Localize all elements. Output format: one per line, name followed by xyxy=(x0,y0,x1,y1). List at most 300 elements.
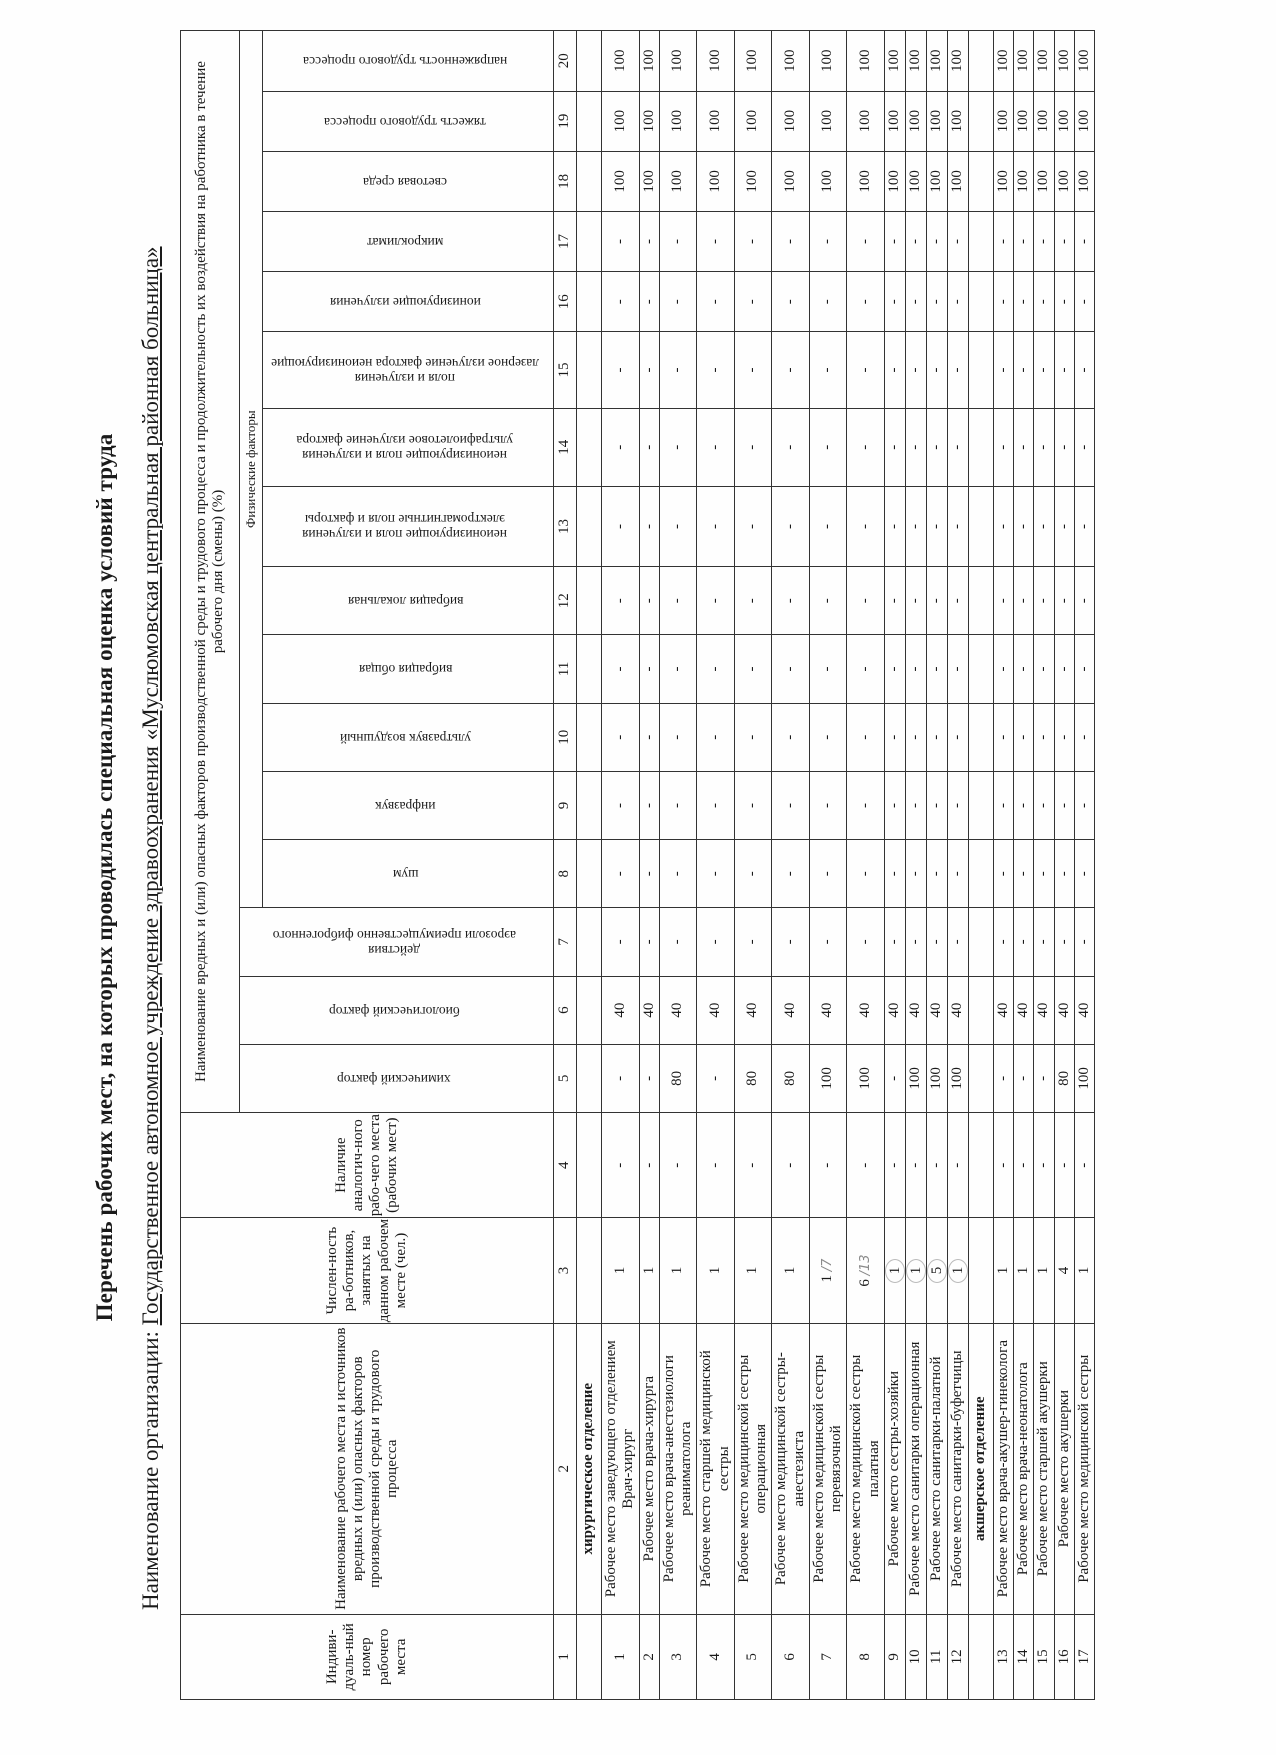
factor-value-18: 100 xyxy=(697,151,735,211)
worker-count: 1 xyxy=(1035,1266,1052,1275)
header-factor-label: микроклимат xyxy=(367,234,444,250)
factor-value-13: - xyxy=(1014,486,1034,566)
factor-value-9: - xyxy=(659,771,697,839)
empty-cell xyxy=(968,91,993,151)
factor-value-10: - xyxy=(639,703,659,771)
factor-value-20: 100 xyxy=(947,31,968,92)
factor-value-14: - xyxy=(659,408,697,486)
factor-value-9: - xyxy=(772,771,810,839)
factor-value-18: 100 xyxy=(772,151,810,211)
analog-workplace: - xyxy=(926,1113,947,1218)
factor-value-5: - xyxy=(697,1044,735,1112)
handwritten-note: /13 xyxy=(857,1254,873,1276)
worker-count: 1 xyxy=(744,1266,761,1275)
column-number: 12 xyxy=(554,567,577,635)
workplace-name: Рабочее место санитарки операционная xyxy=(905,1323,926,1614)
empty-cell xyxy=(968,771,993,839)
factor-value-17: - xyxy=(884,211,905,271)
factor-value-19: 100 xyxy=(1054,91,1074,151)
table-row xyxy=(847,31,885,1700)
section-row xyxy=(968,31,993,1700)
header-factor-label: биологический фактор xyxy=(328,1003,460,1019)
factor-value-8: - xyxy=(1014,840,1034,908)
factor-value-16: - xyxy=(734,272,772,332)
column-number: 4 xyxy=(554,1113,577,1218)
empty-cell xyxy=(577,211,602,271)
worker-count: 1 xyxy=(948,1259,968,1283)
factor-value-19: 100 xyxy=(809,91,847,151)
header-factor-label: химический фактор xyxy=(337,1071,451,1087)
factor-value-9: - xyxy=(639,771,659,839)
empty-cell xyxy=(968,840,993,908)
factor-value-7: - xyxy=(905,908,926,976)
factor-value-16: - xyxy=(905,272,926,332)
empty-cell xyxy=(577,151,602,211)
column-number: 8 xyxy=(554,840,577,908)
factor-value-11: - xyxy=(847,635,885,703)
column-number: 17 xyxy=(554,211,577,271)
factor-value-10: - xyxy=(809,703,847,771)
factor-value-14: - xyxy=(734,408,772,486)
factor-value-17: - xyxy=(1054,211,1074,271)
factor-value-9: - xyxy=(602,771,640,839)
factor-value-8: - xyxy=(639,840,659,908)
factor-value-11: - xyxy=(947,635,968,703)
factor-value-13: - xyxy=(947,486,968,566)
factor-value-6: 40 xyxy=(734,976,772,1044)
factor-value-8: - xyxy=(602,840,640,908)
factor-value-15: - xyxy=(697,332,735,408)
worker-count-cell xyxy=(734,1218,772,1323)
factor-value-11: - xyxy=(1014,635,1034,703)
factor-value-17: - xyxy=(947,211,968,271)
table-row xyxy=(659,31,697,1700)
workplace-name: Рабочее место санитарки-буфетчицы xyxy=(947,1323,968,1614)
factor-value-6: 40 xyxy=(639,976,659,1044)
empty-cell xyxy=(968,976,993,1044)
header-workplace-id: Индиви-дуаль-ный номер рабочего места xyxy=(181,1614,554,1699)
factor-value-9: - xyxy=(926,771,947,839)
factor-value-19: 100 xyxy=(926,91,947,151)
workplace-name: Рабочее место врача-хирурга xyxy=(639,1323,659,1614)
factor-value-10: - xyxy=(1034,703,1054,771)
worker-count: 6 xyxy=(856,1279,873,1287)
header-factor-9 xyxy=(263,771,554,839)
column-number: 5 xyxy=(554,1044,577,1112)
header-factor-label: шум xyxy=(392,867,419,883)
header-factor-label: лазерное излучение фактора неионизирующие поля и излучения xyxy=(271,355,540,386)
workplace-name: Рабочее место заведующего отделением Врач-хирург xyxy=(602,1323,640,1614)
factor-value-17: - xyxy=(772,211,810,271)
factor-value-7: - xyxy=(772,908,810,976)
factor-value-12: - xyxy=(602,567,640,635)
factor-value-12: - xyxy=(697,567,735,635)
worker-count: 1 xyxy=(781,1266,798,1275)
header-factor-label: напряженность трудового процесса xyxy=(303,54,508,70)
empty-cell xyxy=(577,1218,602,1323)
factor-value-15: - xyxy=(809,332,847,408)
factor-value-9: - xyxy=(905,771,926,839)
header-physical-factors: Физические факторы xyxy=(240,31,263,908)
factor-value-7: - xyxy=(734,908,772,976)
header-factor-label: ионизирующие излучения xyxy=(329,295,481,311)
worker-count-cell xyxy=(772,1218,810,1323)
empty-cell xyxy=(577,771,602,839)
factor-value-19: 100 xyxy=(905,91,926,151)
factor-value-7: - xyxy=(1014,908,1034,976)
factor-value-14: - xyxy=(602,408,640,486)
factor-value-17: - xyxy=(905,211,926,271)
factor-value-8: - xyxy=(734,840,772,908)
factor-value-19: 100 xyxy=(697,91,735,151)
empty-cell xyxy=(968,567,993,635)
factor-value-20: 100 xyxy=(734,31,772,92)
factor-value-14: - xyxy=(772,408,810,486)
factor-value-7: - xyxy=(947,908,968,976)
factor-value-5: 80 xyxy=(1054,1044,1074,1112)
empty-cell xyxy=(577,1614,602,1699)
factor-value-5: - xyxy=(602,1044,640,1112)
factor-value-20: 100 xyxy=(639,31,659,92)
factor-value-8: - xyxy=(1054,840,1074,908)
factor-value-14: - xyxy=(1074,408,1094,486)
factor-value-14: - xyxy=(1034,408,1054,486)
worker-count-cell xyxy=(1014,1218,1034,1323)
factor-value-11: - xyxy=(659,635,697,703)
workplace-name: Рабочее место медицинской сестры перевязочной xyxy=(809,1323,847,1614)
factor-value-16: - xyxy=(809,272,847,332)
factor-value-17: - xyxy=(602,211,640,271)
worker-count: 1 xyxy=(906,1259,926,1283)
table-row xyxy=(639,31,659,1700)
factor-value-5: - xyxy=(1014,1044,1034,1112)
factor-value-13: - xyxy=(926,486,947,566)
factor-value-20: 100 xyxy=(1034,31,1054,92)
factor-value-18: 100 xyxy=(1034,151,1054,211)
organization-label: Наименование организации: xyxy=(138,1331,163,1610)
factor-value-19: 100 xyxy=(847,91,885,151)
analog-workplace: - xyxy=(947,1113,968,1218)
factor-value-11: - xyxy=(772,635,810,703)
table-row xyxy=(1054,31,1074,1700)
analog-workplace: - xyxy=(847,1113,885,1218)
section-name: акшерское отделение xyxy=(968,1323,993,1614)
factor-value-12: - xyxy=(1054,567,1074,635)
factor-value-9: - xyxy=(993,771,1013,839)
factor-value-12: - xyxy=(926,567,947,635)
factor-value-19: 100 xyxy=(734,91,772,151)
workplace-id: 7 xyxy=(809,1614,847,1699)
factor-value-15: - xyxy=(1014,332,1034,408)
worker-count: 1 xyxy=(819,1275,836,1283)
factor-value-12: - xyxy=(993,567,1013,635)
header-factor-20 xyxy=(263,31,554,92)
empty-cell xyxy=(577,635,602,703)
factor-value-9: - xyxy=(734,771,772,839)
workplace-id: 6 xyxy=(772,1614,810,1699)
factor-value-5: 100 xyxy=(847,1044,885,1112)
factor-value-6: 40 xyxy=(659,976,697,1044)
factor-value-18: 100 xyxy=(1054,151,1074,211)
worker-count-cell xyxy=(847,1218,885,1323)
factor-value-10: - xyxy=(947,703,968,771)
factor-value-13: - xyxy=(847,486,885,566)
empty-cell xyxy=(968,211,993,271)
header-factor-label: тяжесть трудового процесса xyxy=(324,114,487,130)
header-factor-12 xyxy=(263,567,554,635)
empty-cell xyxy=(577,1113,602,1218)
factor-value-5: 100 xyxy=(905,1044,926,1112)
factor-value-12: - xyxy=(809,567,847,635)
factor-value-9: - xyxy=(1014,771,1034,839)
factor-value-8: - xyxy=(847,840,885,908)
factor-value-12: - xyxy=(847,567,885,635)
factor-value-15: - xyxy=(1054,332,1074,408)
factor-value-12: - xyxy=(772,567,810,635)
factor-value-12: - xyxy=(639,567,659,635)
factor-value-18: 100 xyxy=(847,151,885,211)
factor-value-13: - xyxy=(905,486,926,566)
analog-workplace: - xyxy=(659,1113,697,1218)
factor-value-10: - xyxy=(659,703,697,771)
empty-cell xyxy=(968,1044,993,1112)
factor-value-19: 100 xyxy=(639,91,659,151)
factor-value-6: 40 xyxy=(1074,976,1094,1044)
factor-value-12: - xyxy=(1034,567,1054,635)
factor-value-10: - xyxy=(905,703,926,771)
factor-value-20: 100 xyxy=(1014,31,1034,92)
header-workplace-name: Наименование рабочего места и источников вредных и (или) опасных факторов производственной среды и трудового процесса xyxy=(181,1323,554,1614)
factor-value-8: - xyxy=(772,840,810,908)
worker-count: 1 xyxy=(706,1266,723,1275)
factor-value-13: - xyxy=(1034,486,1054,566)
empty-cell xyxy=(577,703,602,771)
factor-value-13: - xyxy=(1054,486,1074,566)
factor-value-5: 100 xyxy=(947,1044,968,1112)
factor-value-6: 40 xyxy=(1054,976,1074,1044)
worker-count: 1 xyxy=(640,1266,657,1275)
column-number: 9 xyxy=(554,771,577,839)
factor-value-9: - xyxy=(697,771,735,839)
factor-value-15: - xyxy=(1034,332,1054,408)
workplace-id: 2 xyxy=(639,1614,659,1699)
section-name: хирургическое отделение xyxy=(577,1323,602,1614)
empty-cell xyxy=(968,332,993,408)
factor-value-11: - xyxy=(602,635,640,703)
header-factor-label: ультрафиолетовое излучение фактора неионизирующие поля и излучения xyxy=(297,433,514,464)
factor-value-20: 100 xyxy=(926,31,947,92)
worker-count-cell xyxy=(1054,1218,1074,1323)
factor-value-9: - xyxy=(1034,771,1054,839)
factor-value-7: - xyxy=(1034,908,1054,976)
factor-value-7: - xyxy=(926,908,947,976)
empty-cell xyxy=(968,1218,993,1323)
header-factors-group: Наименование вредных и (или) опасных факторов производственной среды и трудового процесса и продолжительность их воздействия на работника в течение рабочего дня (смены) (%) xyxy=(181,31,240,1113)
factor-value-13: - xyxy=(993,486,1013,566)
factor-value-11: - xyxy=(809,635,847,703)
factor-value-18: 100 xyxy=(947,151,968,211)
column-number: 2 xyxy=(554,1323,577,1614)
factor-value-17: - xyxy=(697,211,735,271)
table-row xyxy=(905,31,926,1700)
empty-cell xyxy=(968,31,993,92)
factor-value-20: 100 xyxy=(1054,31,1074,92)
factor-value-7: - xyxy=(697,908,735,976)
factor-value-5: - xyxy=(1034,1044,1054,1112)
factor-value-9: - xyxy=(884,771,905,839)
workplaces-table xyxy=(180,30,1095,1700)
factor-value-11: - xyxy=(993,635,1013,703)
factor-value-6: 40 xyxy=(772,976,810,1044)
factor-value-6: 40 xyxy=(993,976,1013,1044)
column-number: 20 xyxy=(554,31,577,92)
workplace-id: 15 xyxy=(1034,1614,1054,1699)
factor-value-17: - xyxy=(926,211,947,271)
empty-cell xyxy=(577,840,602,908)
factor-value-14: - xyxy=(905,408,926,486)
empty-cell xyxy=(577,91,602,151)
factor-value-6: 40 xyxy=(926,976,947,1044)
header-factor-8 xyxy=(263,840,554,908)
workplace-id: 5 xyxy=(734,1614,772,1699)
empty-cell xyxy=(577,908,602,976)
header-factor-label: аэрозоли преимущественно фиброгенного действия xyxy=(272,927,516,958)
factor-value-5: 100 xyxy=(1074,1044,1094,1112)
analog-workplace: - xyxy=(884,1113,905,1218)
factor-value-7: - xyxy=(809,908,847,976)
factor-value-20: 100 xyxy=(847,31,885,92)
factor-value-12: - xyxy=(659,567,697,635)
factor-value-13: - xyxy=(884,486,905,566)
worker-count: 5 xyxy=(927,1259,947,1283)
factor-value-18: 100 xyxy=(905,151,926,211)
factor-value-16: - xyxy=(1034,272,1054,332)
factor-value-6: 40 xyxy=(1034,976,1054,1044)
factor-value-16: - xyxy=(947,272,968,332)
factor-value-14: - xyxy=(926,408,947,486)
analog-workplace: - xyxy=(639,1113,659,1218)
factor-value-17: - xyxy=(1074,211,1094,271)
factor-value-14: - xyxy=(847,408,885,486)
factor-value-7: - xyxy=(847,908,885,976)
analog-workplace: - xyxy=(905,1113,926,1218)
factor-value-16: - xyxy=(772,272,810,332)
factor-value-5: 80 xyxy=(734,1044,772,1112)
header-factor-11 xyxy=(263,635,554,703)
factor-value-18: 100 xyxy=(659,151,697,211)
worker-count: 1 xyxy=(611,1266,628,1275)
analog-workplace: - xyxy=(1014,1113,1034,1218)
factor-value-17: - xyxy=(993,211,1013,271)
empty-cell xyxy=(577,567,602,635)
factor-value-10: - xyxy=(772,703,810,771)
factor-value-10: - xyxy=(602,703,640,771)
factor-value-14: - xyxy=(639,408,659,486)
worker-count: 1 xyxy=(1015,1266,1031,1275)
worker-count-cell xyxy=(993,1218,1013,1323)
factor-value-14: - xyxy=(1054,408,1074,486)
factor-value-10: - xyxy=(1054,703,1074,771)
header-factor-label: вибрация локальная xyxy=(347,594,464,610)
factor-value-13: - xyxy=(697,486,735,566)
table-row xyxy=(947,31,968,1700)
column-number: 1 xyxy=(554,1614,577,1699)
header-factor-19 xyxy=(263,91,554,151)
factor-value-11: - xyxy=(884,635,905,703)
factor-value-6: 40 xyxy=(1014,976,1034,1044)
workplace-name: Рабочее место санитарки-палатной xyxy=(926,1323,947,1614)
worker-count: 1 xyxy=(994,1266,1011,1275)
factor-value-16: - xyxy=(602,272,640,332)
workplace-name: Рабочее место врача-неонатолога xyxy=(1014,1323,1034,1614)
column-number: 16 xyxy=(554,272,577,332)
workplace-id: 10 xyxy=(905,1614,926,1699)
worker-count-cell xyxy=(809,1218,847,1323)
table-row xyxy=(602,31,640,1700)
factor-value-11: - xyxy=(1034,635,1054,703)
workplace-name: Рабочее место старшей акушерки xyxy=(1034,1323,1054,1614)
empty-cell xyxy=(968,635,993,703)
factor-value-11: - xyxy=(1074,635,1094,703)
worker-count-cell xyxy=(1074,1218,1094,1323)
factor-value-8: - xyxy=(1034,840,1054,908)
worker-count-cell xyxy=(639,1218,659,1323)
column-number: 7 xyxy=(554,908,577,976)
factor-value-16: - xyxy=(993,272,1013,332)
header-factor-5 xyxy=(240,1044,554,1112)
workplace-id: 11 xyxy=(926,1614,947,1699)
factor-value-19: 100 xyxy=(659,91,697,151)
factor-value-12: - xyxy=(734,567,772,635)
factor-value-14: - xyxy=(993,408,1013,486)
factor-value-14: - xyxy=(809,408,847,486)
header-factor-label: инфразвук xyxy=(375,798,436,814)
empty-cell xyxy=(577,272,602,332)
factor-value-16: - xyxy=(1014,272,1034,332)
factor-value-6: 40 xyxy=(602,976,640,1044)
factor-value-6: 40 xyxy=(884,976,905,1044)
workplace-id: 9 xyxy=(884,1614,905,1699)
factor-value-13: - xyxy=(639,486,659,566)
workplace-id: 16 xyxy=(1054,1614,1074,1699)
factor-value-8: - xyxy=(1074,840,1094,908)
factor-value-20: 100 xyxy=(659,31,697,92)
factor-value-12: - xyxy=(1014,567,1034,635)
header-factor-label: вибрация общая xyxy=(358,662,453,678)
factor-value-10: - xyxy=(993,703,1013,771)
factor-value-7: - xyxy=(993,908,1013,976)
factor-value-10: - xyxy=(847,703,885,771)
organization-name: Государственное автономное учреждение здравоохранения «Муслюмовская центральная районная больница» xyxy=(138,246,163,1326)
factor-value-18: 100 xyxy=(639,151,659,211)
factor-value-7: - xyxy=(884,908,905,976)
factor-value-20: 100 xyxy=(905,31,926,92)
factor-value-10: - xyxy=(926,703,947,771)
workplace-id: 13 xyxy=(993,1614,1013,1699)
analog-workplace: - xyxy=(772,1113,810,1218)
factor-value-7: - xyxy=(1054,908,1074,976)
column-number: 14 xyxy=(554,408,577,486)
factor-value-16: - xyxy=(1054,272,1074,332)
factor-value-6: 40 xyxy=(847,976,885,1044)
factor-value-8: - xyxy=(905,840,926,908)
section-row xyxy=(577,31,602,1700)
factor-value-11: - xyxy=(734,635,772,703)
table-row xyxy=(1034,31,1054,1700)
worker-count-cell xyxy=(926,1218,947,1323)
factor-value-9: - xyxy=(809,771,847,839)
analog-workplace: - xyxy=(1074,1113,1094,1218)
